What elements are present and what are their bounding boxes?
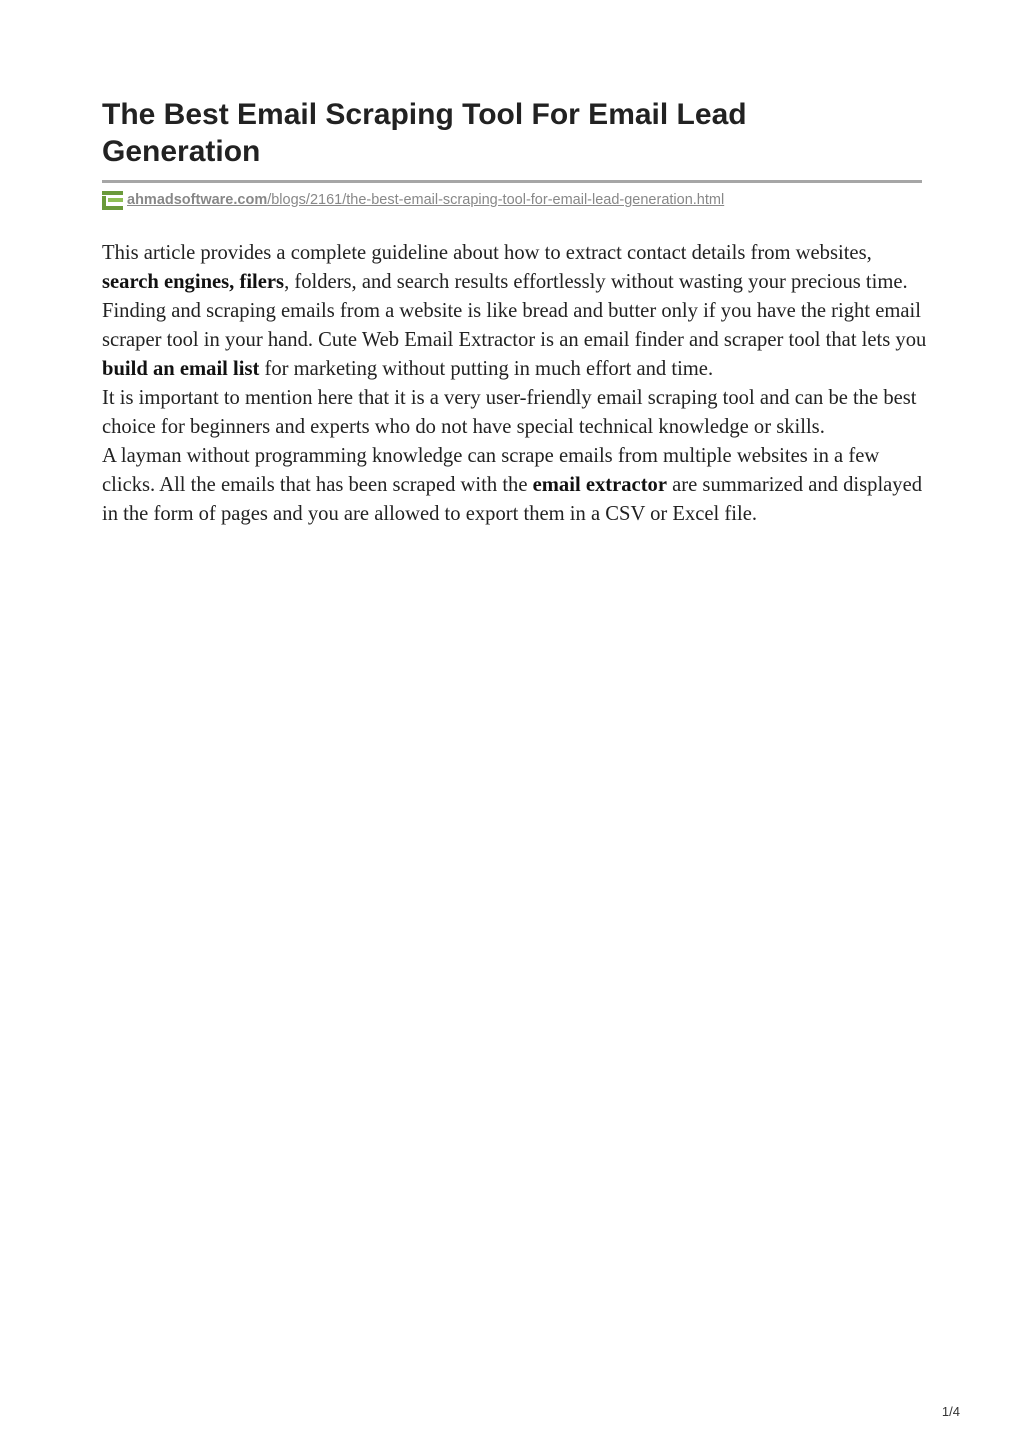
source-path: /blogs/2161/the-best-email-scraping-tool-for-email-lead-generation.html xyxy=(267,192,725,208)
source-line xyxy=(102,189,724,211)
title-divider xyxy=(102,180,922,183)
paragraph-text: It is important to mention here that it is a very user-friendly email scraping tool and can be the best choice for beginners and experts who do not have special technical knowledge or skills. xyxy=(102,387,917,438)
search-engines-link[interactable] xyxy=(102,271,284,293)
bold-phrase: build an email list xyxy=(102,358,260,380)
article-body xyxy=(102,239,927,529)
build-email-list-link[interactable] xyxy=(102,358,259,380)
paragraph-text: for marketing without putting in much effort and time. xyxy=(259,358,714,380)
paragraph-text: A layman without programming knowledge can scrape emails from multiple websites in a few clicks. All the emails that has been scraped with the xyxy=(102,445,880,496)
source-domain: ahmadsoftware.com xyxy=(127,192,268,208)
paragraph-text: This article provides a complete guideline about how to extract contact details from websites, xyxy=(102,242,872,264)
source-url-link[interactable] xyxy=(127,192,724,208)
paragraph xyxy=(102,442,927,529)
bold-phrase: email extractor xyxy=(532,474,667,496)
paragraph-text: , folders, and search results effortlessly without wasting your precious time. Finding and scraping emails from a website is like bread and butter only if you have the right email scraper tool in your hand. Cute Web Email Extractor is an email finder and scraper tool that lets you xyxy=(102,271,927,351)
paragraph xyxy=(102,384,927,442)
email-extractor-link[interactable] xyxy=(533,474,667,496)
site-favicon-icon xyxy=(102,190,123,211)
page-title: The Best Email Scraping Tool For Email Lead Generation xyxy=(102,98,747,168)
bold-phrase: search engines, filers xyxy=(102,271,285,293)
page-number: 1/4 xyxy=(941,1404,960,1419)
paragraph xyxy=(102,239,927,384)
paragraph-text: are summarized and displayed in the form of pages and you are allowed to export them in a CSV or Excel file. xyxy=(102,474,923,525)
